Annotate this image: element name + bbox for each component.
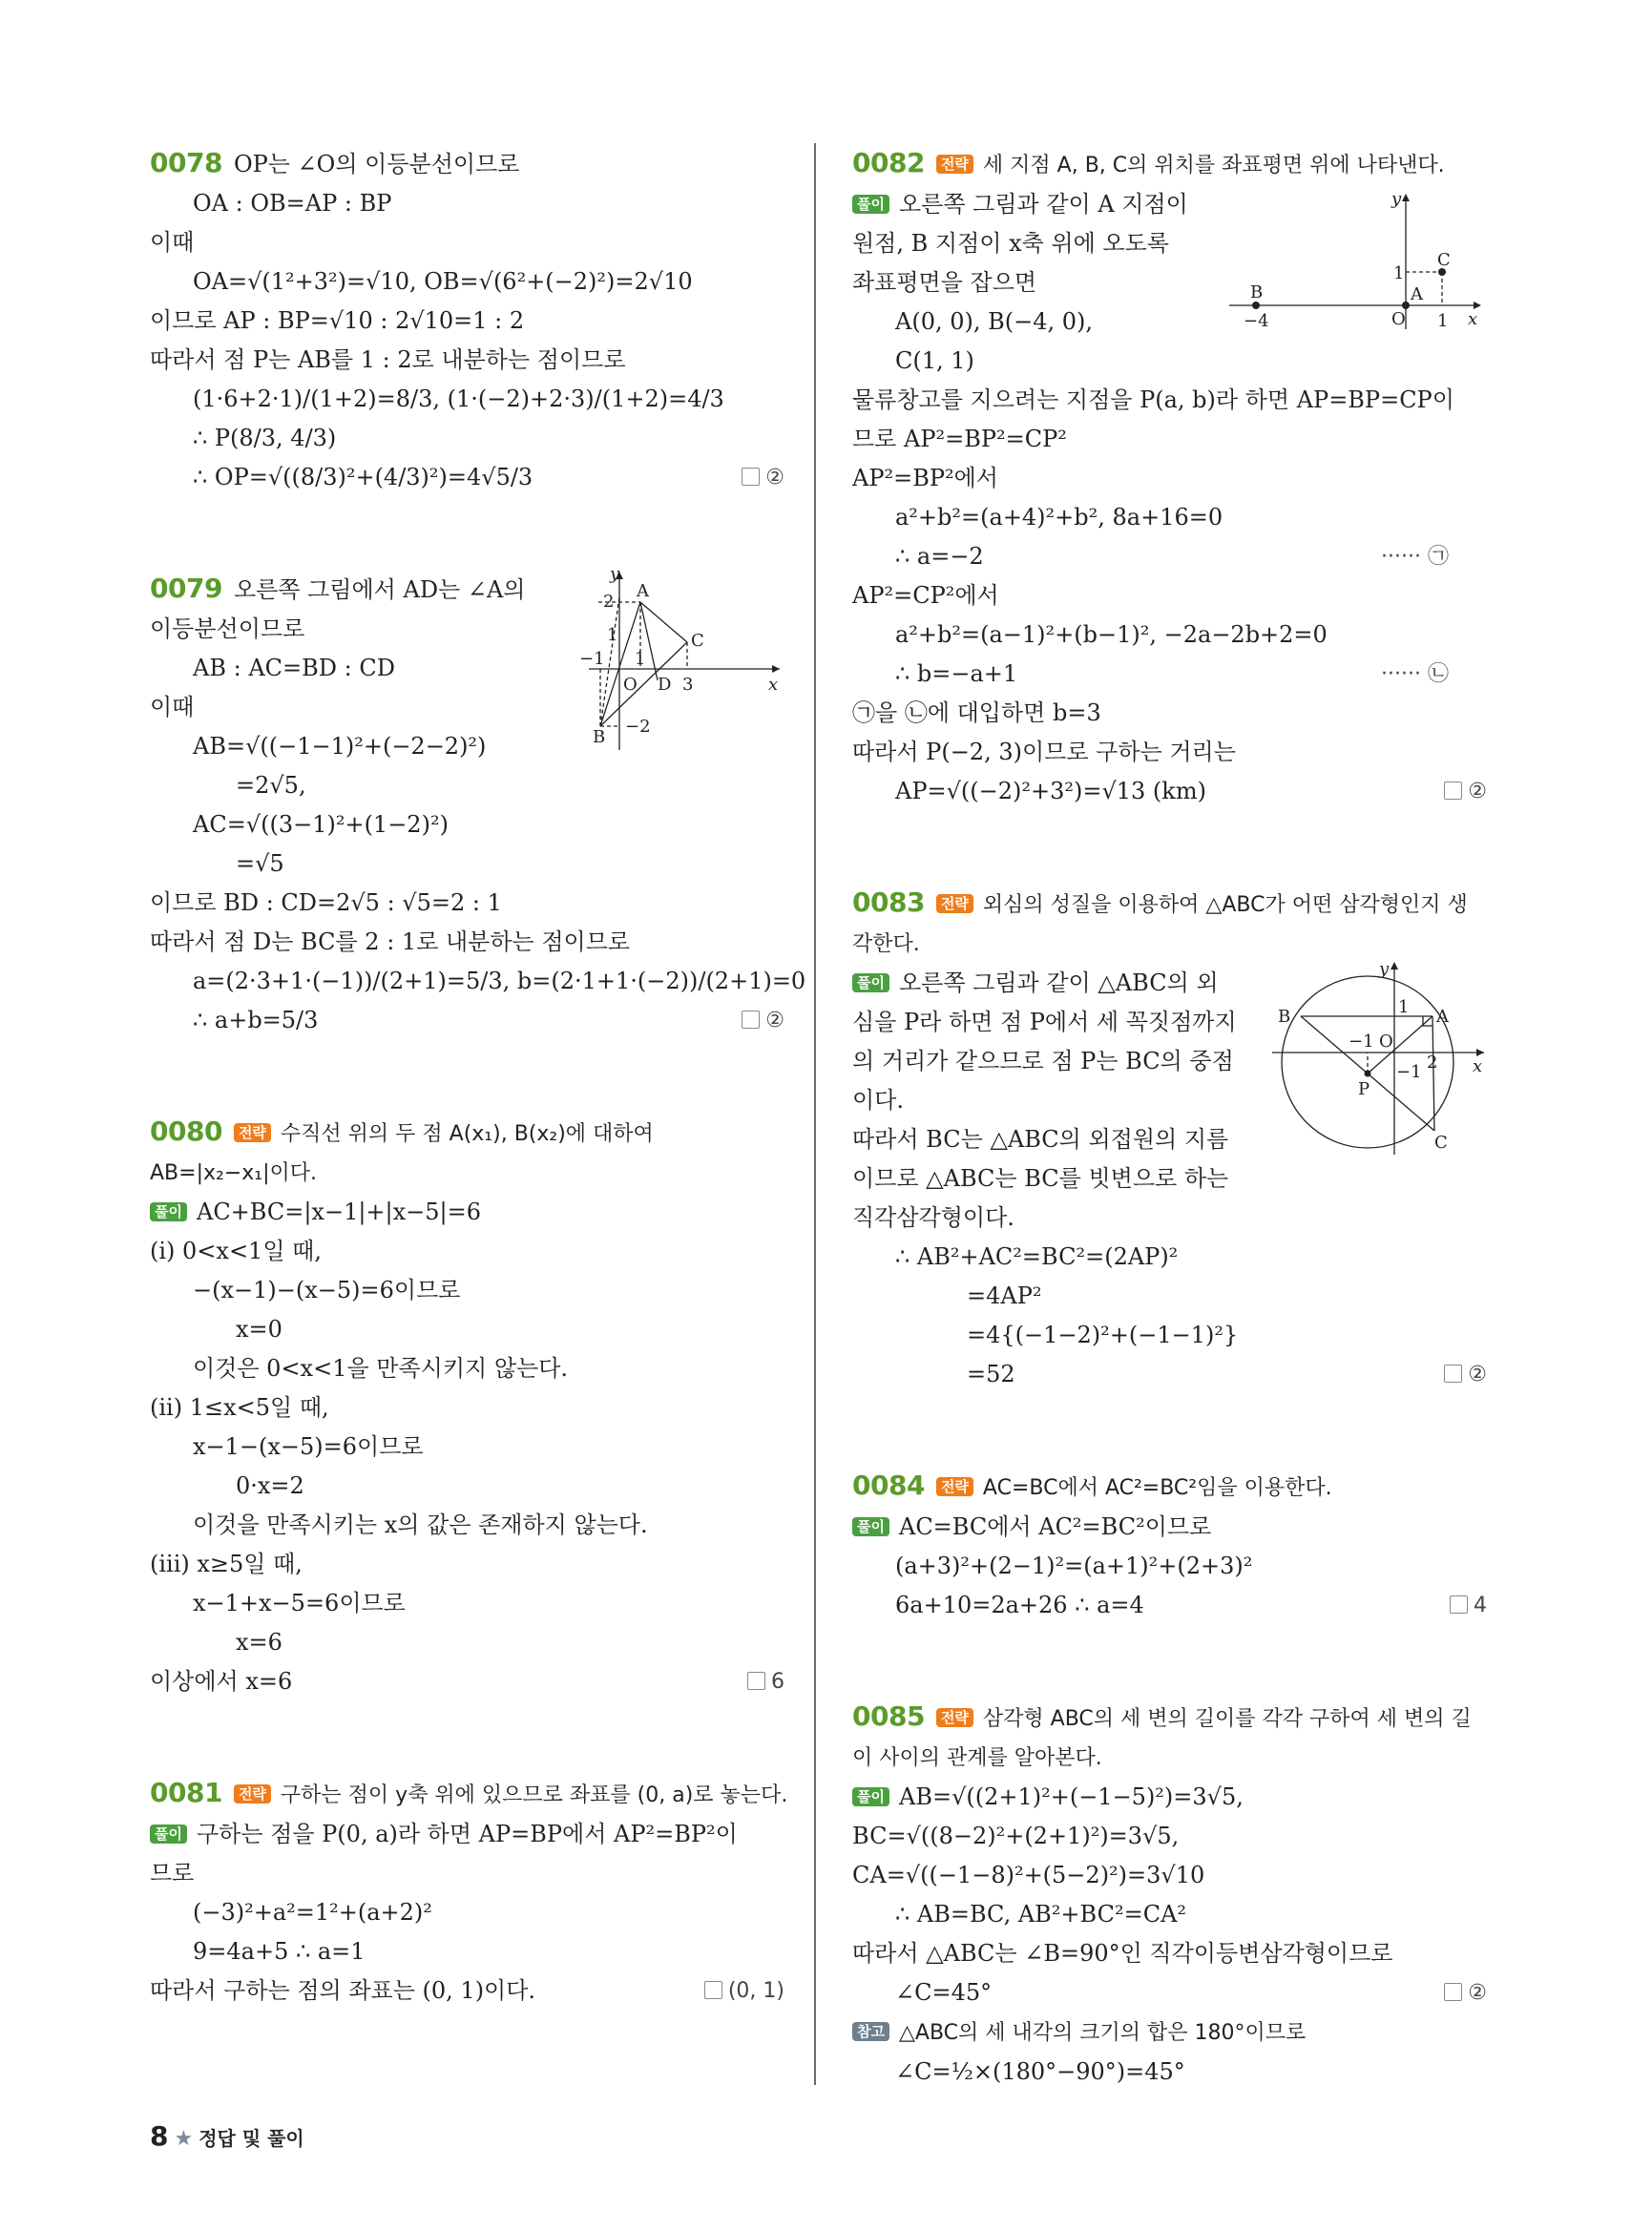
answer-value: (0, 1) xyxy=(727,1979,784,2003)
problem-number: 0079 xyxy=(150,573,222,604)
formula: ∴ OP=√((8/3)²+(4/3)²)=4√5/3 xyxy=(193,464,533,490)
text-line: (i) 0<x<1일 때, xyxy=(150,1238,322,1264)
answer-icon xyxy=(1444,782,1462,800)
problem-0084 xyxy=(852,1466,1487,1625)
answer-mark xyxy=(1444,1355,1487,1394)
solution-tag: 풀이 xyxy=(852,195,889,214)
text-line: x−1+x−5=6이므로 xyxy=(193,1590,406,1616)
text-line: 따라서 점 D는 BC를 2 : 1로 내분하는 점이므로 xyxy=(150,928,631,955)
origin-label: O xyxy=(1379,1032,1393,1052)
tick-label: −1 xyxy=(1349,1032,1374,1052)
text-line xyxy=(150,1971,784,2011)
formula: ∴ a+b=5/3 xyxy=(193,1007,319,1033)
equation-marker: ······ ㉡ xyxy=(1381,662,1449,686)
column-divider xyxy=(814,143,816,2085)
text-line: 구하는 점을 P(0, a)라 하면 AP=BP에서 AP²=BP²이 xyxy=(196,1821,738,1847)
text-line: 직각삼각형이다. xyxy=(852,1204,1014,1231)
equation-marker: ······ ㉠ xyxy=(1381,545,1449,569)
text-line: 따라서 △ABC는 ∠B=90°인 직각이등변삼각형이므로 xyxy=(852,1940,1393,1967)
footer-title: 정답 및 풀이 xyxy=(199,2127,304,2150)
solution-tag: 풀이 xyxy=(150,1824,187,1844)
point-label-B: B xyxy=(593,727,606,747)
text-line: ∴ P(8/3, 4/3) xyxy=(193,425,337,451)
formula: ∠C=45° xyxy=(895,1979,993,2006)
strategy-text: 각한다. xyxy=(852,932,920,956)
problem-0080 xyxy=(150,1112,784,1701)
strategy-text: 세 지점 A, B, C의 위치를 좌표평면 위에 나타낸다. xyxy=(982,154,1445,177)
text-line: 따라서 BC는 △ABC의 외접원의 지름 xyxy=(852,1126,1229,1153)
text-line: BC=√((8−2)²+(2+1)²)=3√5, xyxy=(852,1823,1180,1849)
note-tag: 참고 xyxy=(852,2022,889,2041)
formula: AP=√((−2)²+3²)=√13 (km) xyxy=(895,778,1206,804)
axis-x-label: x xyxy=(1473,1056,1483,1076)
axis-x-label: x xyxy=(768,675,779,695)
answer-mark xyxy=(742,458,784,497)
note-formula: ∠C=½×(180°−90°)=45° xyxy=(895,2058,1185,2085)
problem-number: 0080 xyxy=(150,1116,222,1147)
answer-value: ② xyxy=(765,1009,784,1032)
text-line: AP²=BP²에서 xyxy=(852,465,998,491)
text-line: ㉠을 ㉡에 대입하면 b=3 xyxy=(852,699,1101,726)
problem-number: 0085 xyxy=(852,1700,925,1732)
text-line: x−1−(x−5)=6이므로 xyxy=(193,1433,424,1460)
text-line: 이때 xyxy=(150,229,195,256)
text-line: 심을 P라 하면 점 P에서 세 꼭짓점까지 xyxy=(852,1009,1237,1035)
strategy-tag: 전략 xyxy=(234,1784,271,1804)
solution-tag: 풀이 xyxy=(852,1517,889,1536)
text-line: 9=4a+5 ∴ a=1 xyxy=(193,1938,366,1965)
problem-0079 xyxy=(150,564,806,1040)
tick-label: −1 xyxy=(1396,1062,1422,1082)
text-line: =2√5, xyxy=(236,772,306,799)
point-label-B: B xyxy=(1278,1007,1291,1027)
strategy-text: 이 사이의 관계를 알아본다. xyxy=(852,1746,1102,1770)
solution-tag: 풀이 xyxy=(852,1787,889,1806)
text-line xyxy=(852,655,1487,694)
text-line: 오른쪽 그림에서 AD는 ∠A의 xyxy=(233,576,526,603)
point-label-C: C xyxy=(1434,1133,1448,1153)
formula: 이상에서 x=6 xyxy=(150,1668,293,1695)
point-label-P: P xyxy=(1358,1079,1370,1099)
text-line xyxy=(852,1586,1487,1625)
answer-icon xyxy=(1444,1983,1462,2001)
answer-value: 4 xyxy=(1474,1594,1487,1617)
answer-value: ② xyxy=(1468,1981,1487,2005)
right-column xyxy=(852,143,1487,2092)
text-line: 오른쪽 그림과 같이 △ABC의 외 xyxy=(898,970,1219,996)
text-line: (iii) x≥5일 때, xyxy=(150,1551,303,1577)
answer-mark xyxy=(1450,1586,1487,1625)
text-line: =√5 xyxy=(236,850,284,877)
answer-mark xyxy=(742,1001,784,1040)
formula: 따라서 구하는 점의 좌표는 (0, 1)이다. xyxy=(150,1977,536,2004)
text-line: 따라서 점 P는 AB를 1 : 2로 내분하는 점이므로 xyxy=(150,346,626,373)
text-line: C(1, 1) xyxy=(895,347,974,374)
tick-label: 3 xyxy=(682,675,694,695)
answer-icon xyxy=(1450,1595,1468,1614)
solution-tag: 풀이 xyxy=(852,973,889,992)
text-line: 이것을 만족시키는 x의 값은 존재하지 않는다. xyxy=(193,1512,648,1538)
strategy-tag: 전략 xyxy=(234,1123,271,1142)
text-line: 므로 AP²=BP²=CP² xyxy=(852,426,1067,452)
text-line: OA=√(1²+3²)=√10, OB=√(6²+(−2)²)=2√10 xyxy=(193,268,693,295)
strategy-text: 구하는 점이 y축 위에 있으므로 좌표를 (0, a)로 놓는다. xyxy=(280,1783,788,1807)
formula: ∴ b=−a+1 xyxy=(895,660,1018,687)
tick-label: 1 xyxy=(635,649,646,669)
axis-y-label: y xyxy=(610,564,620,584)
text-line: AB=√((2+1)²+(−1−5)²)=3√5, xyxy=(898,1783,1244,1810)
axis-y-label: y xyxy=(1379,959,1390,979)
text-line: 물류창고를 지으려는 지점을 P(a, b)라 하면 AP=BP=CP이 xyxy=(852,386,1454,413)
text-line: 0·x=2 xyxy=(236,1472,304,1499)
page-footer xyxy=(150,2120,304,2152)
point-label-C: C xyxy=(1437,250,1451,270)
text-line: 므로 xyxy=(150,1860,195,1887)
text-line: AP²=CP²에서 xyxy=(852,582,999,609)
text-line: AB : AC=BD : CD xyxy=(193,655,395,681)
problem-0083 xyxy=(852,883,1487,1394)
answer-mark xyxy=(704,1971,784,2011)
text-line: (ii) 1≤x<5일 때, xyxy=(150,1394,329,1421)
text-line: 이등분선이므로 xyxy=(150,615,305,642)
point-label-A: A xyxy=(637,581,649,601)
answer-value: 6 xyxy=(771,1670,784,1694)
text-line: (a+3)²+(2−1)²=(a+1)²+(2+3)² xyxy=(895,1553,1253,1579)
text-line: ∴ AB=BC, AB²+BC²=CA² xyxy=(895,1901,1187,1928)
text-line: a=(2·3+1·(−1))/(2+1)=5/3, b=(2·1+1·(−2))/(2+1)=0 xyxy=(193,968,806,994)
formula: 6a+10=2a+26 ∴ a=4 xyxy=(895,1592,1144,1618)
origin-label: O xyxy=(1391,309,1406,329)
tick-label: −2 xyxy=(625,717,651,737)
tick-label: 1 xyxy=(1393,263,1405,283)
text-line: A(0, 0), B(−4, 0), xyxy=(895,308,1094,335)
text-line: 따라서 P(−2, 3)이므로 구하는 거리는 xyxy=(852,739,1236,765)
text-line: x=0 xyxy=(236,1316,282,1343)
star-icon: ★ xyxy=(174,2127,194,2151)
text-line xyxy=(150,1662,784,1701)
text-line: 이다. xyxy=(852,1087,904,1114)
text-line xyxy=(852,1973,1487,2012)
text-line: CA=√((−1−8)²+(5−2)²)=3√10 xyxy=(852,1862,1205,1888)
text-line: 의 거리가 같으므로 점 P는 BC의 중점 xyxy=(852,1048,1234,1074)
text-line: AC=BC에서 AC²=BC²이므로 xyxy=(898,1513,1212,1540)
strategy-text: 수직선 위의 두 점 A(x₁), B(x₂)에 대하여 xyxy=(280,1122,654,1146)
strategy-text: AB=|x₂−x₁|이다. xyxy=(150,1161,318,1185)
point-label-D: D xyxy=(658,675,672,695)
axis-y-label: y xyxy=(1391,191,1402,209)
text-line: 좌표평면을 잡으면 xyxy=(852,269,1037,296)
point-label-A: A xyxy=(1436,1007,1449,1027)
problem-0085 xyxy=(852,1697,1487,2092)
problem-number: 0081 xyxy=(150,1777,222,1808)
text-line: 이때 xyxy=(150,694,195,720)
problem-number: 0078 xyxy=(150,147,222,178)
answer-icon xyxy=(742,468,760,486)
text-line: −(x−1)−(x−5)=6이므로 xyxy=(193,1277,461,1303)
point-label-C: C xyxy=(691,631,704,651)
page-number: 8 xyxy=(150,2120,169,2152)
tick-label: 1 xyxy=(607,625,618,645)
tick-label: 2 xyxy=(1427,1053,1438,1073)
text-line: a²+b²=(a−1)²+(b−1)², −2a−2b+2=0 xyxy=(895,621,1328,648)
text-line: a²+b²=(a+4)²+b², 8a+16=0 xyxy=(895,504,1223,531)
problem-0082 xyxy=(852,143,1487,811)
text-line: 이것은 0<x<1을 만족시키지 않는다. xyxy=(193,1355,569,1382)
text-line: AC=√((3−1)²+(1−2)²) xyxy=(193,811,449,838)
tick-label: 2 xyxy=(603,592,615,612)
point-label-A: A xyxy=(1411,284,1423,304)
strategy-tag: 전략 xyxy=(936,894,973,913)
point-label-B: B xyxy=(1250,282,1264,302)
tick-label: 1 xyxy=(1398,997,1410,1017)
answer-mark xyxy=(1444,772,1487,811)
tick-label: −4 xyxy=(1244,311,1269,331)
tick-label: 1 xyxy=(1437,311,1449,331)
answer-icon xyxy=(742,1011,760,1029)
text-line: ∴ AB²+AC²=BC²=(2AP)² xyxy=(895,1243,1179,1270)
origin-label: O xyxy=(623,675,638,695)
problem-0081 xyxy=(150,1773,788,2011)
text-line: OP는 ∠O의 이등분선이므로 xyxy=(233,151,520,177)
text-line: 이므로 BD : CD=2√5 : √5=2 : 1 xyxy=(150,889,502,916)
answer-icon xyxy=(1444,1365,1462,1383)
text-line: 이므로 △ABC는 BC를 빗변으로 하는 xyxy=(852,1165,1229,1192)
axis-x-label: x xyxy=(1468,309,1478,329)
answer-icon xyxy=(704,1981,722,1999)
text-line xyxy=(852,1355,1487,1394)
text-line xyxy=(852,537,1487,576)
text-line xyxy=(150,458,784,497)
solution-tag: 풀이 xyxy=(150,1202,187,1221)
answer-mark xyxy=(747,1662,784,1701)
text-line: (1·6+2·1)/(1+2)=8/3, (1·(−2)+2·3)/(1+2)=4/3 xyxy=(193,386,724,412)
answer-value: ② xyxy=(765,466,784,490)
left-column xyxy=(150,143,806,2011)
text-line: x=6 xyxy=(236,1629,282,1656)
text-line: AB=√((−1−1)²+(−2−2)²) xyxy=(193,733,487,760)
strategy-tag: 전략 xyxy=(936,155,973,174)
answer-value: ② xyxy=(1468,780,1487,803)
text-line: 이므로 AP : BP=√10 : 2√10=1 : 2 xyxy=(150,307,525,334)
tick-label: −1 xyxy=(579,649,605,669)
strategy-tag: 전략 xyxy=(936,1708,973,1727)
strategy-text: 외심의 성질을 이용하여 △ABC가 어떤 삼각형인지 생 xyxy=(982,893,1468,917)
answer-mark xyxy=(1444,1973,1487,2012)
text-line: 오른쪽 그림과 같이 A 지점이 xyxy=(898,191,1188,218)
strategy-text: AC=BC에서 AC²=BC²임을 이용한다. xyxy=(982,1476,1332,1500)
formula: =52 xyxy=(967,1361,1015,1387)
strategy-tag: 전략 xyxy=(936,1477,973,1496)
problem-number: 0083 xyxy=(852,886,925,918)
problem-number: 0084 xyxy=(852,1470,925,1501)
formula: ∴ a=−2 xyxy=(895,543,984,570)
strategy-text: 삼각형 ABC의 세 변의 길이를 각각 구하여 세 변의 길 xyxy=(982,1707,1472,1731)
text-line: 원점, B 지점이 x축 위에 오도록 xyxy=(852,230,1169,257)
problem-0078 xyxy=(150,143,784,497)
text-line: =4{(−1−2)²+(−1−1)²} xyxy=(967,1322,1239,1348)
note-text: △ABC의 세 내각의 크기의 합은 180°이므로 xyxy=(898,2021,1307,2045)
text-line: AC+BC=|x−1|+|x−5|=6 xyxy=(196,1199,482,1225)
text-line: OA : OB=AP : BP xyxy=(193,190,392,217)
text-line: =4AP² xyxy=(967,1282,1042,1309)
answer-value: ② xyxy=(1468,1363,1487,1387)
problem-number: 0082 xyxy=(852,147,925,178)
text-line: (−3)²+a²=1²+(a+2)² xyxy=(193,1899,432,1926)
text-line xyxy=(852,772,1487,811)
text-line xyxy=(150,1001,784,1040)
answer-icon xyxy=(747,1672,765,1690)
